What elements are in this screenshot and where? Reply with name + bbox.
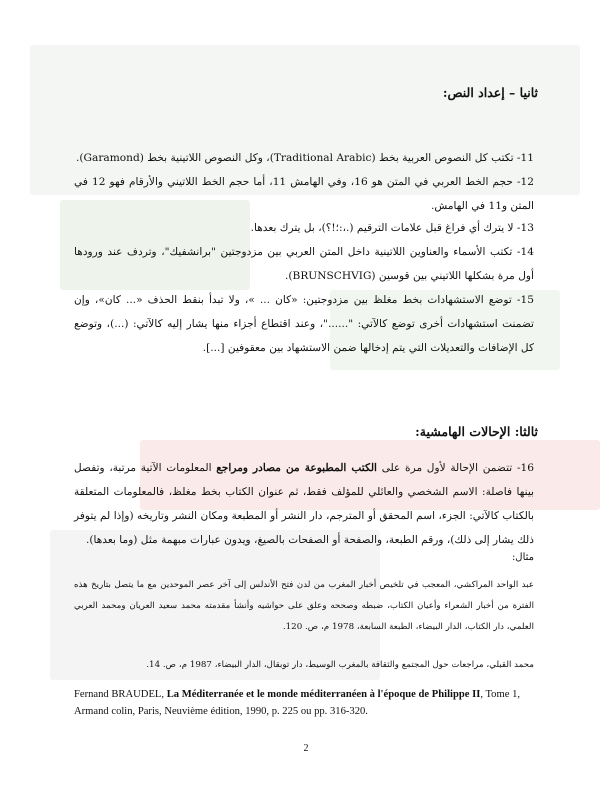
item-16-lead: تتضمن الإحالة لأول مرة على <box>381 462 513 474</box>
item-11: 11- تكتب كل النصوص العربية بخط (Traditional Arabic)، وكل النصوص اللاتينية بخط (Garamond). <box>76 152 534 164</box>
item-15: 15- توضع الاستشهادات بخط مغلظ بين مزدوجتين: «كان ... »، ولا تبدأ بنقط الحذف «... كان»، وإن تضمنت استشهادات أخرى توضع كالآتي: "......"، وعند اقتطاع أجزاء منها يشار إليه كالآتي: (...)، وتوضع كل الإضافات والتعديلات التي يتم إدخالها ضمن الاستشهاد بين معقوفين [...]. <box>74 294 534 354</box>
section-two-title: ثانيا – إعداد النص: <box>442 85 538 100</box>
item-16-bold-phrase: الكتب المطبوعة من مصادر ومراجع <box>216 462 377 474</box>
section-three-title: ثالثا: الإحالات الهامشية: <box>415 424 538 439</box>
item-14: 14- تكتب الأسماء والعناوين اللاتينية داخل المتن العربي بين مزدوجتين "برانشفيك"، وتردف عند ورودها أول مرة بشكلها اللاتيني بين قوسين (BRUNSCHVIG). <box>74 246 534 282</box>
reference-latin <box>74 686 544 720</box>
item-16-number: 16- <box>516 462 535 474</box>
latin-title: La Méditerranée et le monde méditerranéen à l'époque de Philippe II <box>166 689 481 700</box>
page-number: 2 <box>303 743 309 754</box>
reference-1: عبد الواحد المراكشي، المعجب في تلخيص أخبار المغرب من لدن فتح الأندلس إلى آخر عصر الموحدين مع ما يتصل بتاريخ هذه الفترة من أخبار الشعراء وأعيان الكتاب، ضبطه وصححه وعلق على حواشيه وأنشأ مقدمته محمد سعيد العريان ومحمد العربي العلمي، دار الكتاب، الدار البيضاء، الطبعة السابعة، 1978 م، ص. 120. <box>74 580 534 632</box>
latin-details: , Tome 1, Armand colin, Paris, Neuvième édition, 1990, p. 225 ou pp. 316-320. <box>74 689 521 717</box>
example-label: مثال: <box>511 552 534 563</box>
reference-2: محمد القبلي، مراجعات حول المجتمع والثقافة بالمغرب الوسيط، دار توبقال، الدار البيضاء، 1987 م، ص. 14. <box>146 660 534 670</box>
item-13: 13- لا يترك أي فراغ قبل علامات الترقيم (.،:؛!؟)، بل يترك بعدها. <box>250 222 534 234</box>
item-16 <box>74 456 534 552</box>
item-16-rest: المعلومات الآتية مرتبة، وتفصل بينها فاصلة: الاسم الشخصي والعائلي للمؤلف فقط، ثم عنوان الكتاب بخط مغلظ، فالمعلومات المتعلقة بالكتاب كالآتي: الجزء، اسم المحقق أو المترجم، دار النشر أو المطبعة ومكان النشر وتاريخه (وإذا لم يتوفر ذلك يشار إلى ذلك)، ورقم الطبعة، والصفحة أو الصفحات بالصيغ، ويدون عبارات مبهمة مثل (وما بعدها). <box>74 462 534 546</box>
latin-author: Fernand BRAUDEL, <box>74 689 167 700</box>
item-12: 12- حجم الخط العربي في المتن هو 16، وفي الهامش 11، أما حجم الخط اللاتيني والأرقام فهو 12 في المتن و11 في الهامش. <box>74 176 534 212</box>
